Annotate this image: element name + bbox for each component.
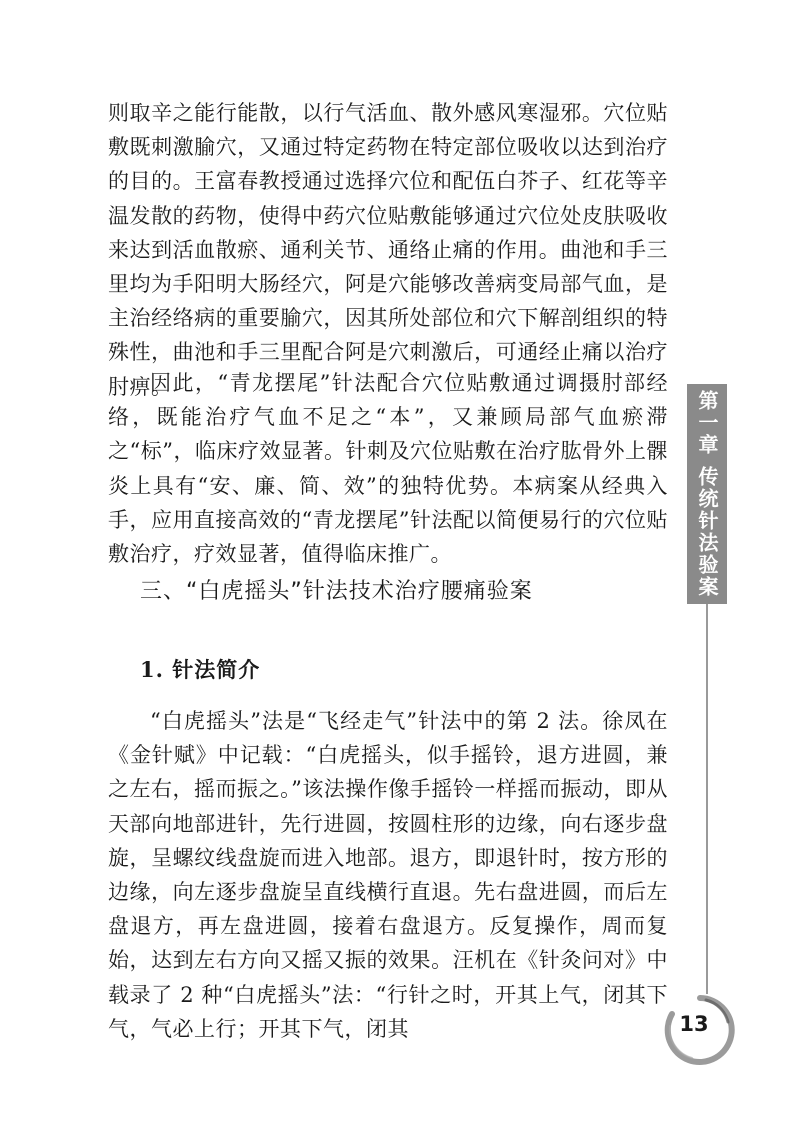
page-number-badge xyxy=(662,992,738,1068)
page-number: 13 xyxy=(679,1012,709,1036)
chapter-side-tab xyxy=(687,384,727,604)
side-tab-rule xyxy=(706,604,708,994)
paragraph-text: 因此，“青龙摆尾”针法配合穴位贴敷通过调摄肘部经络，既能治疗气血不足之“本”，又兼顾局部气血瘀滞之“标”，临床疗效显著。针刺及穴位贴敷在治疗肱骨外上髁炎上具有“安、廉、简、效”的独特优势。本病案从经典入手，应用直接高效的“青龙摆尾”针法配以简便易行的穴位贴敷治疗，疗效显著，值得临床推广。 xyxy=(108,371,668,567)
chapter-title-label: 传统针法验案 xyxy=(695,466,719,598)
body-paragraph-method-intro xyxy=(108,704,668,1046)
body-paragraph-continuation xyxy=(108,96,668,404)
section-heading: 三、“白虎摇头”针法技术治疗腰痛验案 xyxy=(140,579,533,604)
sub-heading: 1. 针法简介 xyxy=(140,657,261,682)
paragraph-text: “白虎摇头”法是“飞经走气”针法中的第 2 法。徐凤在《金针赋》中记载：“白虎摇头，似手摇铃，退方进圆，兼之左右，摇而振之。”该法操作像手摇铃一样摇而振动，即从天部向地部进针，先行进圆，按圆柱形的边缘，向右逐步盘旋，呈螺纹线盘旋而进入地部。退方，即退针时，按方形的边缘，向左逐步盘旋呈直线横行直退。先右盘进圆，而后左盘退方，再左盘进圆，接着右盘退方。反复操作，周而复始，达到左右方向又摇又振的效果。汪机在《针灸问对》中载录了 2 种“白虎摇头”法：“行针之时，开其上气，闭其下气，气必上行；开其下气，闭其 xyxy=(108,709,668,1041)
chapter-number-label: 第一章 xyxy=(695,390,719,456)
body-paragraph-conclusion xyxy=(108,366,668,571)
paragraph-text: 则取辛之能行能散，以行气活血、散外感风寒湿邪。穴位贴敷既刺激腧穴，又通过特定药物在特定部位吸收以达到治疗的目的。王富春教授通过选择穴位和配伍白芥子、红花等辛温发散的药物，使得中药穴位贴敷能够通过穴位处皮肤吸收来达到活血散瘀、通利关节、通络止痛的作用。曲池和手三里均为手阳明大肠经穴，阿是穴能够改善病变局部气血，是主治经络病的重要腧穴，因其所处部位和穴下解剖组织的特殊性，曲池和手三里配合阿是穴刺激后，可通经止痛以治疗肘痹。 xyxy=(108,101,668,399)
